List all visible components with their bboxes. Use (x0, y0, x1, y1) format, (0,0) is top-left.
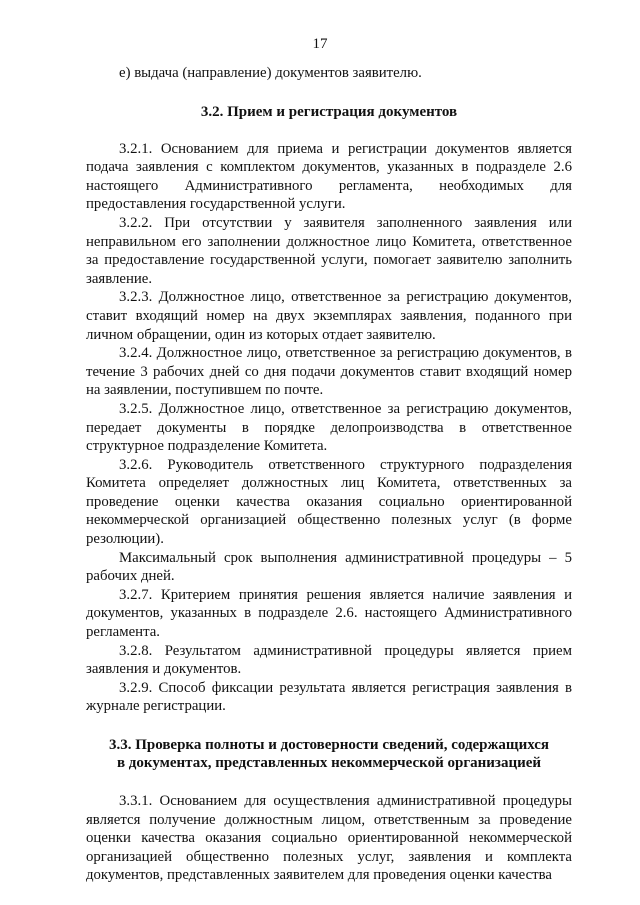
section-3-3-heading-line2: в документах, представленных некоммерческой организацией (116, 755, 542, 771)
paragraph-3-2-7: 3.2.7. Критерием принятия решения является наличие заявления и документов, указанных в подразделе 2.6. настоящего Административного регламента. (86, 586, 572, 641)
paragraph-3-2-6: 3.2.6. Руководитель ответственного структурного подразделения Комитета определяет должностных лиц Комитета, ответственных за проведение оценки качества оказания социально ориентированной некоммерческой организацией общественно полезных услуг (в форме резолюции). (86, 456, 572, 548)
paragraph-3-2-5: 3.2.5. Должностное лицо, ответственное за регистрацию документов, передает документы в порядке делопроизводства в ответственное структурное подразделение Комитета. (86, 400, 572, 455)
page-number: 17 (312, 36, 328, 52)
intro-item: е) выдача (направление) документов заявителю. (119, 65, 422, 81)
paragraph-3-2-9: 3.2.9. Способ фиксации результата является регистрация заявления в журнале регистрации. (86, 679, 572, 715)
paragraph-max-term: Максимальный срок выполнения административной процедуры – 5 рабочих дней. (86, 549, 572, 585)
section-3-3-heading-line1: 3.3. Проверка полноты и достоверности сведений, содержащихся (108, 737, 550, 753)
paragraph-3-2-1: 3.2.1. Основанием для приема и регистрации документов является подача заявления с комплектом документов, указанных в подразделе 2.6 настоящего Административного регламента, необходимых для предоставления государственной услуги. (86, 140, 572, 213)
paragraph-3-2-8: 3.2.8. Результатом административной процедуры является прием заявления и документов. (86, 642, 572, 678)
section-3-3-heading (86, 736, 572, 772)
section-3-2-heading: 3.2. Прием и регистрация документов (200, 103, 458, 120)
document-body (86, 62, 572, 885)
paragraph-3-2-4: 3.2.4. Должностное лицо, ответственное за регистрацию документов, в течение 3 рабочих дней со дня подачи документов ставит входящий номер на заявлении, поступившем по почте. (86, 345, 572, 399)
paragraph-3-2-2: 3.2.2. При отсутствии у заявителя заполненного заявления или неправильном его заполнении должностное лицо Комитета, ответственное за предоставление государственной услуги, помогает заявителю заполнить заявление. (86, 214, 572, 287)
paragraph-3-3-1: 3.3.1. Основанием для осуществления административной процедуры является получение должностным лицом, ответственным за проведение оценки качества оказания социально ориентированной некоммерческой организацией общественно полезных услуг, заявления и комплекта документов, представленных заявителем для проведения оценки качества (86, 793, 572, 884)
paragraph-3-2-3: 3.2.3. Должностное лицо, ответственное за регистрацию документов, ставит входящий номер на двух экземплярах заявления, поданного при личном обращении, один из которых отдает заявителю. (86, 289, 572, 343)
